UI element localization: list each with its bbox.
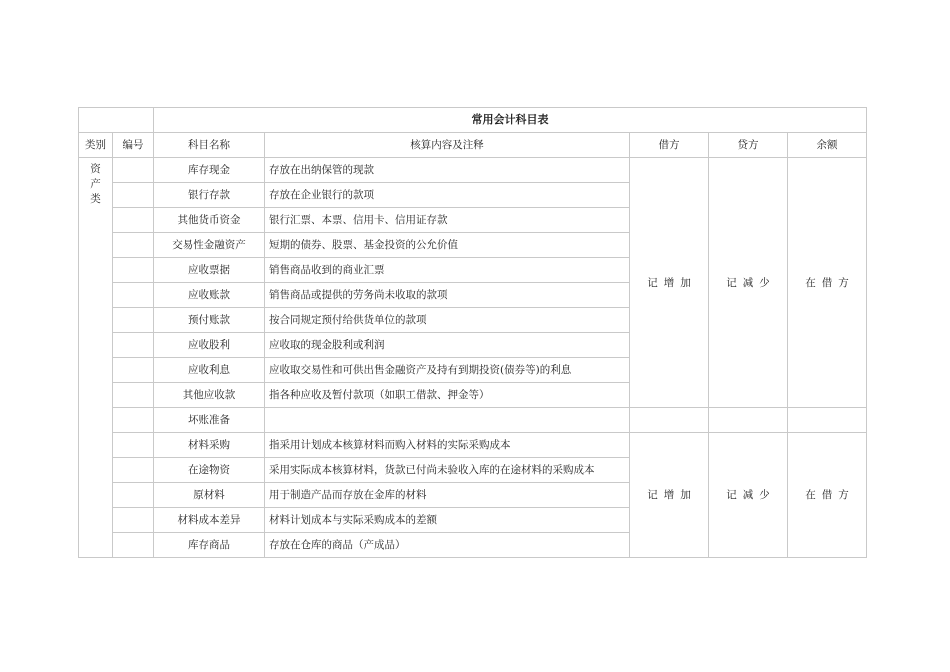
subject-content-cell: 短期的债券、股票、基金投资的公允价值: [265, 233, 630, 258]
empty-credit-cell: [709, 408, 788, 433]
subject-name-cell: 应收股利: [154, 333, 265, 358]
code-cell: [113, 283, 154, 308]
header-name: 科目名称: [154, 133, 265, 158]
code-cell: [113, 458, 154, 483]
subject-content-cell: 指采用计划成本核算材料而购入材料的实际采购成本: [265, 433, 630, 458]
subject-content-cell: 按合同规定预付给供货单位的款项: [265, 308, 630, 333]
subject-content-cell: 采用实际成本核算材料，货款已付尚未验收入库的在途材料的采购成本: [265, 458, 630, 483]
subject-content-cell: 销售商品收到的商业汇票: [265, 258, 630, 283]
subject-content-cell: [265, 408, 630, 433]
subject-content-cell: 应收取的现金股利或利润: [265, 333, 630, 358]
code-cell: [113, 233, 154, 258]
empty-debit-cell: [630, 408, 709, 433]
group2-balance-text: 在借方: [805, 489, 855, 501]
group1-debit-cell: [630, 158, 709, 408]
code-cell: [113, 483, 154, 508]
subject-name-cell: 应收利息: [154, 358, 265, 383]
subject-content-cell: 用于制造产品而存放在金库的材料: [265, 483, 630, 508]
subject-content-cell: 存放在企业银行的款项: [265, 183, 630, 208]
subject-name-cell: 原材料: [154, 483, 265, 508]
subject-name-cell: 应收票据: [154, 258, 265, 283]
header-debit: 借方: [630, 133, 709, 158]
code-cell: [113, 508, 154, 533]
code-cell: [113, 408, 154, 433]
header-category: 类别: [79, 133, 113, 158]
subject-content-cell: 存放在仓库的商品（产成品）: [265, 533, 630, 558]
table-body: [79, 108, 867, 558]
header-content: 核算内容及注释: [265, 133, 630, 158]
category-cell: [79, 158, 113, 558]
subject-content-cell: 存放在出纳保管的现款: [265, 158, 630, 183]
table-row: [79, 408, 867, 433]
group1-balance-text: 在借方: [805, 276, 855, 289]
category-char: 类: [90, 193, 101, 205]
code-cell: [113, 158, 154, 183]
subject-content-cell: 指各种应收及暂付款项（如职工借款、押金等）: [265, 383, 630, 408]
subject-name-cell: 材料成本差异: [154, 508, 265, 533]
title-row: [79, 108, 867, 133]
code-cell: [113, 308, 154, 333]
group1-balance-cell: [788, 158, 867, 408]
subject-content-cell: 销售商品或提供的劳务尚未收取的款项: [265, 283, 630, 308]
header-row: [79, 133, 867, 158]
subject-name-cell: 应收账款: [154, 283, 265, 308]
subject-name-cell: 在途物资: [154, 458, 265, 483]
subject-name-cell: 材料采购: [154, 433, 265, 458]
accounting-subjects-table: [78, 107, 867, 558]
category-char: 产: [90, 178, 101, 190]
group2-debit-cell: [630, 433, 709, 558]
category-char: 资: [90, 163, 101, 175]
subject-name-cell: 预付账款: [154, 308, 265, 333]
category-label: [83, 158, 108, 207]
group1-credit-cell: [709, 158, 788, 408]
subject-name-cell: 坏账准备: [154, 408, 265, 433]
subject-content-cell: 银行汇票、本票、信用卡、信用证存款: [265, 208, 630, 233]
code-cell: [113, 208, 154, 233]
table-row: [79, 158, 867, 183]
header-code: 编号: [113, 133, 154, 158]
table-title: 常用会计科目表: [154, 108, 867, 133]
group1-credit-text: 记减少: [726, 276, 776, 289]
code-cell: [113, 333, 154, 358]
code-cell: [113, 358, 154, 383]
empty-balance-cell: [788, 408, 867, 433]
subject-name-cell: 其他货币资金: [154, 208, 265, 233]
title-blank-cell: [79, 108, 154, 133]
subject-name-cell: 交易性金融资产: [154, 233, 265, 258]
header-credit: 贷方: [709, 133, 788, 158]
subject-name-cell: 银行存款: [154, 183, 265, 208]
subject-content-cell: 应收取交易性和可供出售金融资产及持有到期投资(债券等)的利息: [265, 358, 630, 383]
subject-content-cell: 材料计划成本与实际采购成本的差额: [265, 508, 630, 533]
code-cell: [113, 258, 154, 283]
code-cell: [113, 183, 154, 208]
subject-name-cell: 库存商品: [154, 533, 265, 558]
subject-name-cell: 库存现金: [154, 158, 265, 183]
group2-credit-text: 记减少: [726, 489, 776, 501]
code-cell: [113, 433, 154, 458]
code-cell: [113, 533, 154, 558]
header-balance: 余额: [788, 133, 867, 158]
code-cell: [113, 383, 154, 408]
subject-name-cell: 其他应收款: [154, 383, 265, 408]
group2-balance-cell: [788, 433, 867, 558]
group1-debit-text: 记增加: [647, 276, 697, 289]
group2-debit-text: 记增加: [647, 489, 697, 501]
group2-credit-cell: [709, 433, 788, 558]
table-row: [79, 433, 867, 458]
